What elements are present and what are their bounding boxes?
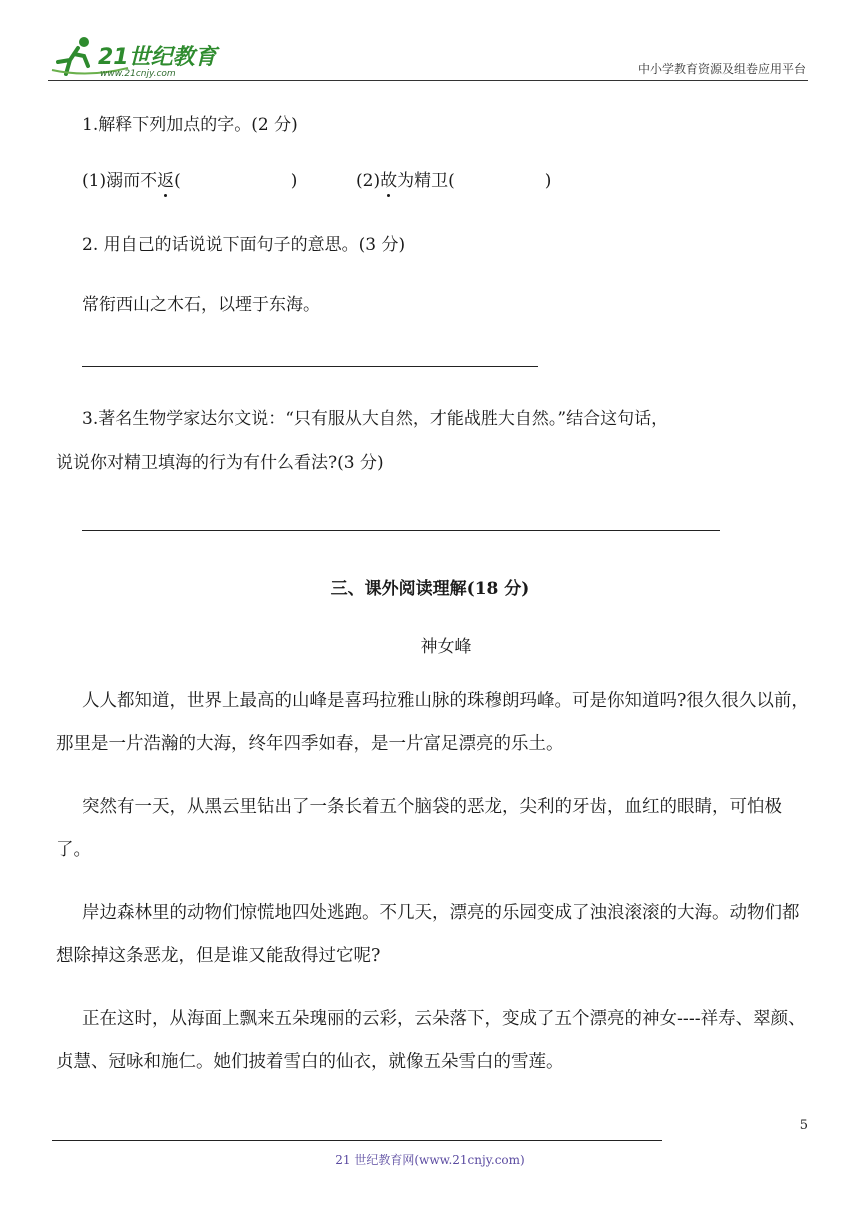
passage-paragraph-1: 人人都知道，世界上最高的山峰是喜玛拉雅山脉的珠穆朗玛峰。可是你知道吗?很久很久以前，那里是一片浩瀚的大海，终年四季如春，是一片富足漂亮的乐土。 — [56, 691, 809, 754]
q2-sentence: 常衔西山之木石，以堙于东海。 — [82, 295, 320, 315]
header-divider — [48, 80, 808, 81]
q1-item2-text: 为精卫( — [397, 171, 455, 191]
q2-answer-line[interactable] — [82, 366, 538, 367]
running-man-logo-icon — [48, 30, 228, 80]
q1-item2-num: (2) — [356, 171, 381, 191]
footer-divider — [52, 1140, 662, 1141]
q1-item1-text: (1)溺而不 — [82, 171, 158, 191]
q3-line1: 3.著名生物学家达尔文说：“只有服从大自然，才能战胜大自然。”结合这句话， — [82, 409, 669, 429]
passage-paragraph-4: 正在这时，从海面上飘来五朵瑰丽的云彩，云朵落下，变成了五个漂亮的神女----祥寿、翠颜、贞慧、冠咏和施仁。她们披着雪白的仙衣，就像五朵雪白的雪莲。 — [56, 1009, 806, 1072]
passage-paragraph-2: 突然有一天，从黑云里钻出了一条长着五个脑袋的恶龙，尖利的牙齿，血红的眼睛，可怕极了。 — [56, 797, 782, 860]
logo-text: 21世纪教育 — [98, 45, 217, 70]
logo-subtext: www.21cnjy.com — [100, 69, 176, 79]
q1-prompt: 1.解释下列加点的字。(2 分) — [82, 115, 298, 135]
section-heading: 三、课外阅读理解(18 分) — [330, 579, 530, 599]
page-number: 5 — [799, 1118, 808, 1133]
site-logo — [48, 30, 228, 80]
q1-item1-close: ) — [290, 171, 298, 191]
q1-item2 — [356, 166, 551, 191]
footer-site[interactable]: 21 世纪教育网(www.21cnjy.com) — [335, 1153, 525, 1167]
q3-line2: 说说你对精卫填海的行为有什么看法?(3 分) — [56, 453, 384, 473]
dotted-char-gu: 故 — [380, 171, 398, 191]
platform-name: 中小学教育资源及组卷应用平台 — [637, 62, 806, 76]
passage-paragraph-3: 岸边森林里的动物们惊慌地四处逃跑。不几天，漂亮的乐园变成了浊浪滚滚的大海。动物们都想除掉这条恶龙，但是谁又能敌得过它呢? — [56, 903, 800, 966]
passage-title: 神女峰 — [420, 637, 472, 657]
q1-item2-close: ) — [544, 171, 552, 191]
q3-answer-line[interactable] — [82, 530, 720, 531]
q1-item1 — [82, 166, 297, 191]
q2-prompt: 2. 用自己的话说说下面句子的意思。(3 分) — [82, 235, 406, 255]
q1-item1-open: ( — [174, 171, 181, 191]
dotted-char-fan: 返 — [157, 171, 175, 191]
